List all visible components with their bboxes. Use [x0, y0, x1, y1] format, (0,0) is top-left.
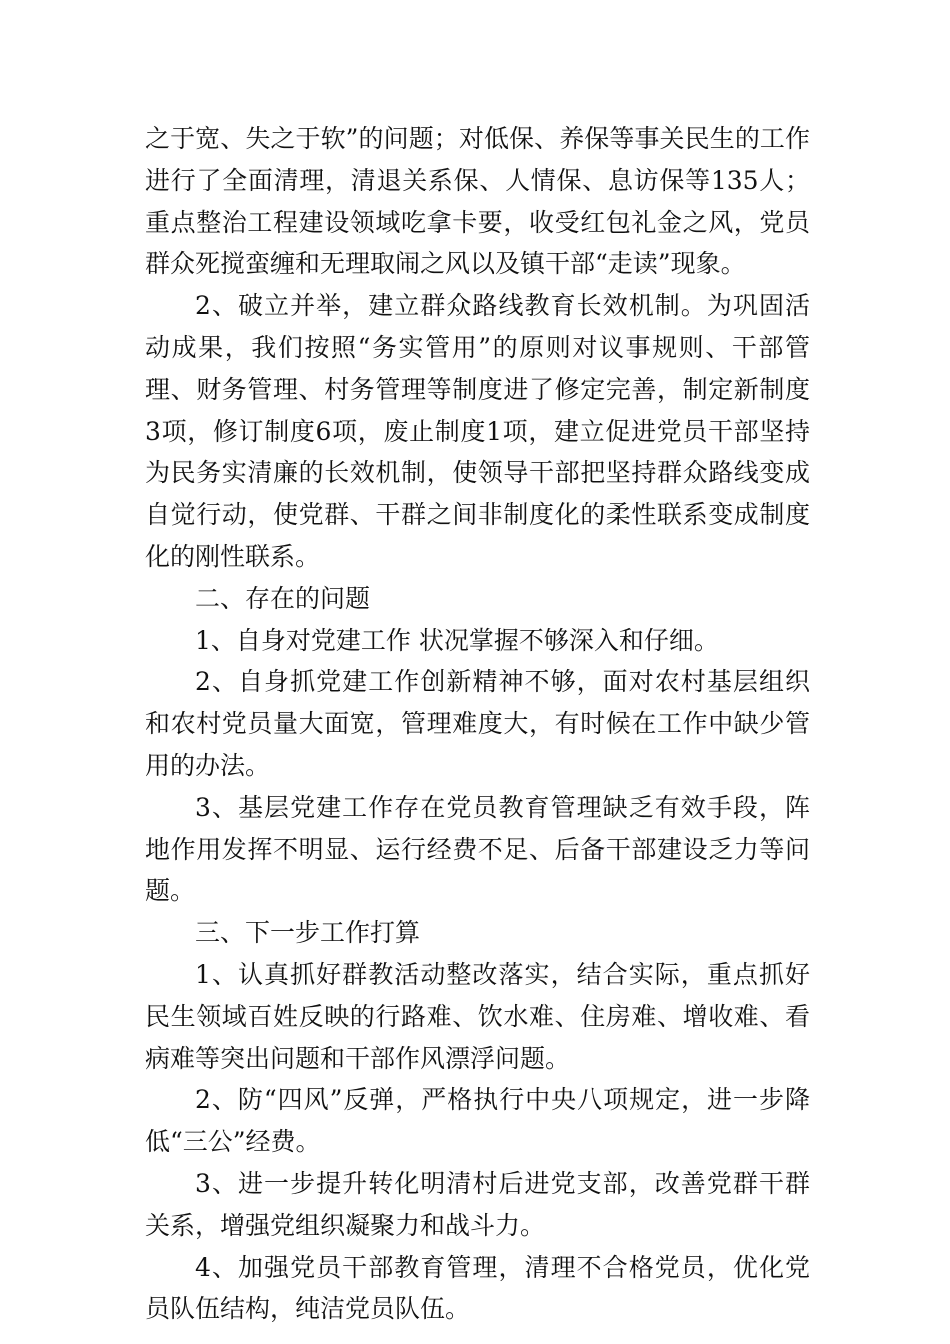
plan-item-2: 2、防“四风”反弹，严格执行中央八项规定，进一步降低“三公”经费。	[145, 1085, 810, 1157]
section-heading-problems: 二、存在的问题	[195, 583, 371, 613]
document-body	[145, 118, 810, 1330]
plan-item-4: 4、加强党员干部教育管理，清理不合格党员，优化党员队伍结构，纯洁党员队伍。	[145, 1252, 810, 1324]
problem-item-1: 1、自身对党建工作 状况掌握不够深入和仔细。	[195, 625, 719, 655]
section-heading-next-steps: 三、下一步工作打算	[195, 918, 421, 948]
paragraph-continuation: 之于宽、失之于软”的问题；对低保、养保等事关民生的工作进行了全面清理，清退关系保、人情保、息访保等135人；重点整治工程建设领域吃拿卡要，收受红包礼金之风，党员群众死搅蛮缠和无理取闹之风以及镇干部“走读”现象。	[145, 124, 810, 279]
problem-item-3: 3、基层党建工作存在党员教育管理缺乏有效手段，阵地作用发挥不明显、运行经费不足、后备干部建设乏力等问题。	[145, 792, 810, 906]
problem-item-2: 2、自身抓党建工作创新精神不够，面对农村基层组织和农村党员量大面宽，管理难度大，有时候在工作中缺少管用的办法。	[145, 667, 810, 780]
plan-item-1: 1、认真抓好群教活动整改落实，结合实际，重点抓好民生领域百姓反映的行路难、饮水难、住房难、增收难、看病难等突出问题和干部作风漂浮问题。	[145, 959, 810, 1073]
plan-item-3: 3、进一步提升转化明清村后进党支部，改善党群干群关系，增强党组织凝聚力和战斗力。	[145, 1168, 810, 1240]
paragraph-mechanism: 2、破立并举，建立群众路线教育长效机制。为巩固活动成果，我们按照“务实管用”的原则对议事规则、干部管理、财务管理、村务管理等制度进了修定完善，制定新制度3项，修订制度6项，废止制度1项，建立促进党员干部坚持为民务实清廉的长效机制，使领导干部把坚持群众路线变成自觉行动，使党群、干群之间非制度化的柔性联系变成制度化的刚性联系。	[145, 291, 810, 571]
